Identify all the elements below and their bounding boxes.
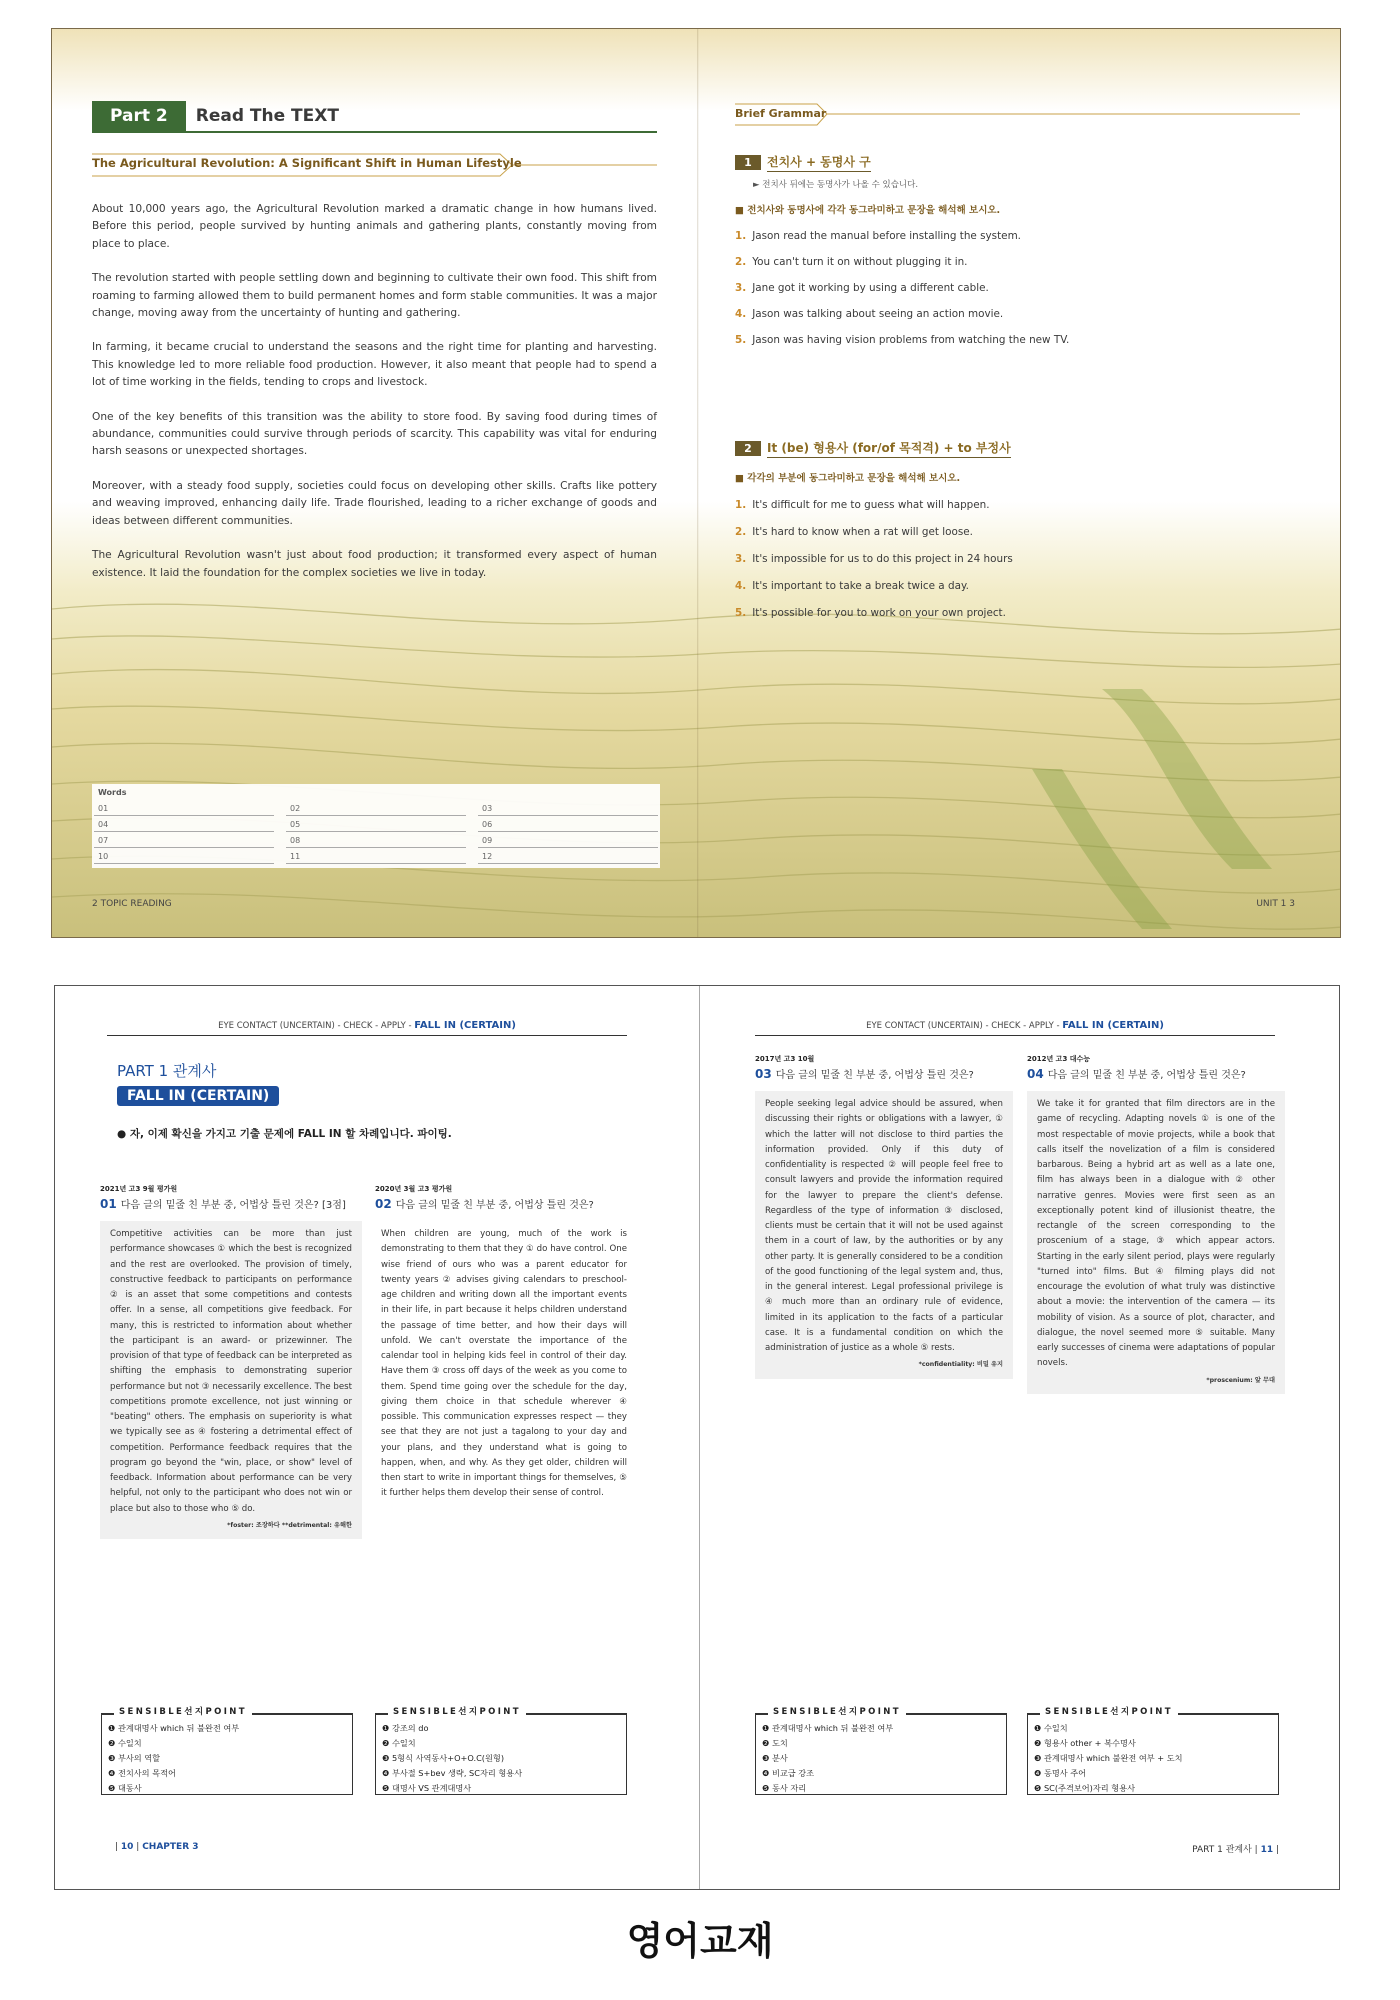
item-number: 5. — [735, 607, 747, 619]
item-sentence: You can't turn it on without plugging it in. — [752, 256, 968, 268]
sensible-point-title: SENSIBLE선지POINT — [388, 1705, 526, 1717]
item-number: 5. — [735, 334, 747, 346]
paragraph: The revolution started with people settling down and beginning to cultivate their own food. This shift from roaming to farming allowed them to build permanent homes and form stable communities. It was a major change, moving away from the uncertainty of hunting and gathering. — [92, 272, 657, 320]
running-head — [755, 1020, 1275, 1036]
question-source: 2012년 고3 대수능 — [1027, 1055, 1091, 1063]
word-blank[interactable]: 04 — [94, 816, 274, 832]
running-head-current: FALL IN (CERTAIN) — [1062, 1020, 1164, 1031]
question-prompt — [755, 1066, 1013, 1081]
sensible-point-title: SENSIBLE선지POINT — [1040, 1705, 1178, 1717]
item-sentence: It's possible for you to work on your own project. — [752, 607, 1006, 619]
grammar-item — [735, 230, 1315, 242]
grammar-item — [735, 526, 1315, 538]
textbook-spread-top — [51, 28, 1341, 938]
brief-grammar-title: Brief Grammar — [735, 107, 827, 120]
vocab-footnote: *confidentiality: 비밀 유지 — [918, 1361, 1003, 1369]
item-sentence: Jane got it working by using a different cable. — [752, 282, 989, 294]
point-item: ❶ 관계대명사 which 뒤 불완전 여부 — [108, 1723, 240, 1733]
sensible-point-box — [1027, 1707, 1279, 1795]
question-source: 2020년 3월 고3 평가원 — [375, 1185, 453, 1193]
sensible-point-list — [108, 1721, 239, 1796]
point-item: ❹ 동명사 주어 — [1034, 1768, 1087, 1778]
section-number: 1 — [735, 155, 761, 170]
brief-grammar-header — [735, 103, 1300, 127]
grammar-section-heading — [735, 153, 1315, 172]
section-instruction: ■ 전치사와 동명사에 각각 동그라미하고 문장을 해석해 보시오. — [735, 205, 1001, 216]
point-item: ❸ 5형식 사역동사+O+O.C(원형) — [382, 1753, 505, 1763]
grammar-item — [735, 499, 1315, 511]
question-instruction: 다음 글의 밑줄 친 부분 중, 어법상 틀린 것은? [3점] — [120, 1200, 346, 1211]
sensible-point-box — [375, 1707, 627, 1795]
section-title: 전치사 + 동명사 구 — [767, 153, 871, 172]
word-blank[interactable]: 01 — [94, 800, 274, 816]
word-blank[interactable]: 05 — [286, 816, 466, 832]
sensible-point-list — [762, 1721, 893, 1796]
sensible-point-list — [382, 1721, 522, 1796]
question-instruction: 다음 글의 밑줄 친 부분 중, 어법상 틀린 것은? — [1047, 1070, 1246, 1081]
page-number: 10 — [120, 1842, 134, 1852]
running-head — [107, 1020, 627, 1036]
page-fold — [697, 29, 699, 937]
textbook-spread-bottom — [54, 985, 1340, 1890]
part-label: Part 2 — [92, 101, 186, 131]
grammar-item — [735, 607, 1315, 619]
section-note: ► 전치사 뒤에는 동명사가 나올 수 있습니다. — [753, 180, 919, 190]
sensible-point-box — [755, 1707, 1007, 1795]
question-number: 03 — [755, 1067, 772, 1081]
question-03 — [755, 1054, 1013, 1379]
vocab-footnote: *foster: 조장하다 **detrimental: 유해한 — [227, 1521, 352, 1529]
page-footer-right — [1192, 1842, 1279, 1855]
section-title: It (be) 형용사 (for/of 목적격) + to 부정사 — [767, 439, 1011, 458]
word-blank[interactable]: 08 — [286, 832, 466, 848]
point-item: ❹ 비교급 강조 — [762, 1768, 815, 1778]
point-item: ❶ 관계대명사 which 뒤 불완전 여부 — [762, 1723, 894, 1733]
item-number: 4. — [735, 580, 747, 592]
word-blank[interactable]: 10 — [94, 848, 274, 864]
item-sentence: Jason was having vision problems from watching the new TV. — [752, 334, 1070, 346]
point-item: ❺ 동사 자리 — [762, 1783, 807, 1793]
caption: 영어교재 — [626, 1919, 774, 1963]
grammar-item — [735, 580, 1315, 592]
question-source: 2017년 고3 10월 — [755, 1055, 815, 1063]
question-02 — [375, 1184, 637, 1508]
vocabulary-box — [92, 784, 660, 868]
chapter-label: CHAPTER 3 — [142, 1842, 199, 1852]
point-item: ❹ 부사절 S+bev 생략, SC자리 형용사 — [382, 1768, 523, 1778]
paragraph: One of the key benefits of this transition was the ability to store food. By saving food during times of abundance, communities could survive through periods of scarcity. This capability was vital for enduring harsh seasons or unexpected shortages. — [92, 410, 657, 458]
page-footer-right: UNIT 1 3 — [1256, 899, 1295, 909]
question-01 — [100, 1184, 362, 1539]
reading-passage — [92, 201, 657, 599]
paragraph: Moreover, with a steady food supply, societies could focus on developing other skills. Crafts like pottery and weaving improved, enhancing daily life. Trade flourished, leading to a richer exchange of goods and ideas between different communities. — [92, 479, 657, 527]
point-item: ❷ 수일치 — [108, 1738, 142, 1748]
part2-header — [92, 101, 657, 133]
sensible-point-title: SENSIBLE선지POINT — [114, 1705, 252, 1717]
item-number: 2. — [735, 256, 747, 268]
part-heading: PART 1 관계사 — [117, 1062, 217, 1080]
point-item: ❷ 형용사 other + 복수명사 — [1034, 1738, 1136, 1748]
word-blank[interactable]: 11 — [286, 848, 466, 864]
point-item: ❺ SC(주격보어)자리 형용사 — [1034, 1783, 1136, 1793]
word-blank[interactable]: 09 — [478, 832, 658, 848]
item-sentence: Jason read the manual before installing the system. — [752, 230, 1021, 242]
section-instruction: ■ 각각의 부분에 동그라미하고 문장을 해석해 보시오. — [735, 473, 961, 484]
passage-text: Competitive activities can be more than just performance showcases ① which the best is recognized and the rest are overlooked. The provision of timely, constructive feedback to participants on performance ② is an asset that some competitions and contests offer. In a sense, all competitions give feedback. For many, this is restricted to information about whether the participant is an award- or prizewinner. The provision of that type of feedback can be interpreted as shifting the emphasis to demonstrating superior performance but not ③ necessarily excellence. The best competitions promote excellence, not just winning or "beating" others. The emphasis on superiority is what we typically see as ④ fostering a detrimental effect of competition. Performance feedback requires that the program go beyond the "win, place, or show" level of feedback. Information about performance can be very helpful, not only to the participant who does not win or place but also to those who ⑤ do. — [110, 1229, 352, 1514]
point-item: ❷ 도치 — [762, 1738, 788, 1748]
article-title-banner — [92, 153, 657, 177]
running-head-steps: EYE CONTACT (UNCERTAIN) - CHECK - APPLY - — [218, 1021, 415, 1031]
running-head-steps: EYE CONTACT (UNCERTAIN) - CHECK - APPLY - — [866, 1021, 1063, 1031]
question-instruction: 다음 글의 밑줄 친 부분 중, 어법상 틀린 것은? — [775, 1070, 974, 1081]
grammar-item — [735, 334, 1315, 346]
grammar-item — [735, 256, 1315, 268]
footer-divider: | — [1273, 1845, 1279, 1855]
sensible-point-title: SENSIBLE선지POINT — [768, 1705, 906, 1717]
question-prompt — [100, 1196, 362, 1211]
part-title: Read The TEXT — [195, 106, 339, 126]
question-number: 04 — [1027, 1067, 1044, 1081]
item-number: 3. — [735, 553, 747, 565]
item-number: 4. — [735, 308, 747, 320]
intro-text: ● 자, 이제 확신을 가지고 기출 문제에 FALL IN 할 차례입니다. 파이팅. — [117, 1128, 452, 1140]
point-item: ❺ 대동사 — [108, 1783, 142, 1793]
sensible-point-list — [1034, 1721, 1183, 1796]
question-number: 01 — [100, 1197, 117, 1211]
footer-part: PART 1 관계사 — [1192, 1845, 1252, 1855]
item-sentence: Jason was talking about seeing an action movie. — [752, 308, 1004, 320]
item-number: 2. — [735, 526, 747, 538]
words-label: Words — [98, 788, 127, 797]
item-sentence: It's impossible for us to do this project in 24 hours — [752, 553, 1013, 565]
point-item: ❸ 부사의 역할 — [108, 1753, 161, 1763]
fall-in-badge: FALL IN (CERTAIN) — [117, 1086, 279, 1106]
article-title: The Agricultural Revolution: A Significant Shift in Human Lifestyle — [92, 156, 522, 170]
item-sentence: It's important to take a break twice a day. — [752, 580, 969, 592]
paragraph: In farming, it became crucial to understand the seasons and the right time for planting and harvesting. This knowledge led to more reliable food production. However, it also meant that people had to spend a lot of time working in the fields, tending to crops and livestock. — [92, 341, 657, 389]
grammar-section-2 — [735, 439, 1315, 619]
item-sentence: It's difficult for me to guess what will happen. — [752, 499, 990, 511]
question-04 — [1027, 1054, 1285, 1394]
sensible-point-box — [101, 1707, 353, 1795]
question-passage — [1027, 1091, 1285, 1394]
passage-text: We take it for granted that film directors are in the game of recycling. Adapting novels ① is one of the most respectable of movie projects, while a book that calls itself the novelization of a film is considered barbarous. Being a hybrid art as well as a late one, film has always been in a dialogue with ② other narrative genres. Movies were first seen as an exceptionally potent kind of illusionist theatre, the rectangle of the screen corresponding to the proscenium of a stage, ③ which appear actors. Starting in the early silent period, plays were regularly "turned into" films. But ④ filming plays did not encourage the evolution of what truly was distinctive about a movie: the intervention of the camera — its mobility of vision. As a source of plot, character, and dialogue, the novel seemed more ⑤ suitable. Many early successes of cinema were adaptations of popular novels. — [1037, 1099, 1275, 1369]
point-item: ❷ 수일치 — [382, 1738, 416, 1748]
item-number: 3. — [735, 282, 747, 294]
question-prompt — [375, 1196, 637, 1211]
item-sentence: It's hard to know when a rat will get loose. — [752, 526, 973, 538]
question-instruction: 다음 글의 밑줄 친 부분 중, 어법상 틀린 것은? — [395, 1200, 594, 1211]
words-grid — [94, 800, 658, 864]
section-number: 2 — [735, 441, 761, 456]
passage-text: People seeking legal advice should be assured, when discussing their rights or obligations with a lawyer, ① which the latter will not disclose to third parties the information provided. Only if this duty of confidentiality is respected ② will people feel free to consult lawyers and provide the information required for the lawyer to prepare the client's defense. Regardless of the type of information ③ disclosed, clients must be certain that it will not be used against them in a court of law, by the authorities or by any other party. It is generally considered to be a condition of the good functioning of the legal system and, thus, in the general interest. Legal professional privilege is ④ much more than an ordinary rule of evidence, limited in its application to the facts of a particular case. It is a fundamental condition on which the administration of justice as a whole ⑤ rests. — [765, 1099, 1003, 1353]
grammar-item — [735, 282, 1315, 294]
point-item: ❸ 관계대명사 which 불완전 여부 + 도치 — [1034, 1753, 1183, 1763]
grammar-section-1 — [735, 153, 1315, 346]
page-number: 11 — [1260, 1845, 1274, 1855]
point-item: ❸ 분사 — [762, 1753, 788, 1763]
footer-divider: | — [133, 1842, 143, 1852]
point-item: ❶ 수일치 — [1034, 1723, 1068, 1733]
paragraph: About 10,000 years ago, the Agricultural Revolution marked a dramatic change in how humans lived. Before this period, people survived by hunting animals and gathering plants, constantly moving from place to place. — [92, 203, 657, 250]
word-blank[interactable]: 02 — [286, 800, 466, 816]
word-blank[interactable]: 06 — [478, 816, 658, 832]
grammar-item — [735, 308, 1315, 320]
page-fold — [699, 986, 700, 1889]
point-item: ❹ 전치사의 목적어 — [108, 1768, 176, 1778]
paragraph: The Agricultural Revolution wasn't just about food production; it transformed every aspect of human existence. It laid the foundation for the complex societies we live in today. — [92, 549, 657, 579]
word-blank[interactable]: 07 — [94, 832, 274, 848]
question-source: 2021년 고3 9월 평가원 — [100, 1185, 178, 1193]
footer-divider: | — [115, 1842, 121, 1852]
word-blank[interactable]: 03 — [478, 800, 658, 816]
page-footer-left: 2 TOPIC READING — [92, 899, 172, 909]
question-passage — [755, 1091, 1013, 1379]
point-item: ❶ 강조의 do — [382, 1723, 429, 1733]
grammar-item — [735, 553, 1315, 565]
grammar-section-heading — [735, 439, 1315, 458]
point-item: ❺ 대명사 VS 관계대명사 — [382, 1783, 472, 1793]
page-footer-left — [115, 1842, 199, 1852]
question-prompt — [1027, 1066, 1285, 1081]
question-passage — [100, 1221, 362, 1539]
item-number: 1. — [735, 499, 747, 511]
passage-text: When children are young, much of the work is demonstrating to them that they ① do have control. One wise friend of ours who was a parent educator for twenty years ② advises giving calendars to preschool-age children and writing down all the important events in their life, in part because it helps children understand the passage of time better, and how their days will unfold. We can't overstate the importance of the calendar tool in helping kids feel in control of their day. Have them ③ cross off days of the week as you come to them. Spend time going over the schedule for the day, giving them choice in that schedule wherever ④ possible. This communication expresses respect — they see that they are not just a tagalong to your day and your plans, and they understand what is going to happen, when, and why. As they get older, children will then start to write in important things for themselves, ⑤ it further helps them develop their sense of control. — [381, 1229, 627, 1499]
footer-divider: | — [1251, 1845, 1261, 1855]
vocab-footnote: *proscenium: 앞 무대 — [1206, 1376, 1275, 1384]
word-blank[interactable]: 12 — [478, 848, 658, 864]
item-number: 1. — [735, 230, 747, 242]
running-head-current: FALL IN (CERTAIN) — [414, 1020, 516, 1031]
question-passage — [375, 1221, 637, 1508]
question-number: 02 — [375, 1197, 392, 1211]
